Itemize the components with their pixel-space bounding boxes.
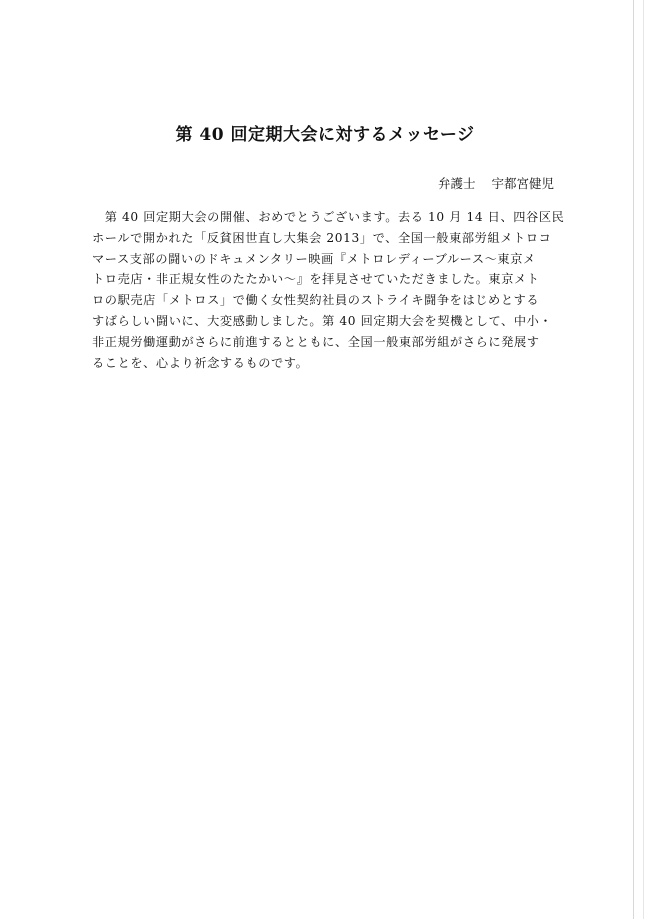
page-title: 第 40 回定期大会に対するメッセージ <box>175 125 475 145</box>
paragraph-line: 第 40 回定期大会の開催、おめでとうございます。去る 10 月 14 日、四谷区民 <box>92 210 565 224</box>
paragraph-line: トロ売店・非正規女性のたたかい～』を拝見させていただきました。東京メト <box>92 272 540 287</box>
scan-edge-line <box>633 0 634 919</box>
paragraph-line: マース支部の闘いのドキュメンタリー映画『メトロレディーブルース～東京メ <box>92 251 536 266</box>
scan-edge-line <box>643 0 644 919</box>
author-name: 宇都宮健児 <box>491 176 554 191</box>
message-paragraph <box>92 207 565 373</box>
author-signature <box>438 174 554 192</box>
paragraph-line: 非正規労働運動がさらに前進するとともに、全国一般東部労組がさらに発展す <box>92 334 540 349</box>
paragraph-line: すばらしい闘いに、大変感動しました。第 40 回定期大会を契機として、中小・ <box>92 313 553 328</box>
paragraph-line: ロの駅売店「メトロス」で働く女性契約社員のストライキ闘争をはじめとする <box>92 293 540 308</box>
paragraph-line: ホールで開かれた「反貧困世直し大集会 2013」で、全国一般東部労組メトロコ <box>92 230 552 245</box>
paragraph-line: ることを、心より祈念するものです。 <box>92 355 309 370</box>
author-role: 弁護士 <box>437 176 476 191</box>
